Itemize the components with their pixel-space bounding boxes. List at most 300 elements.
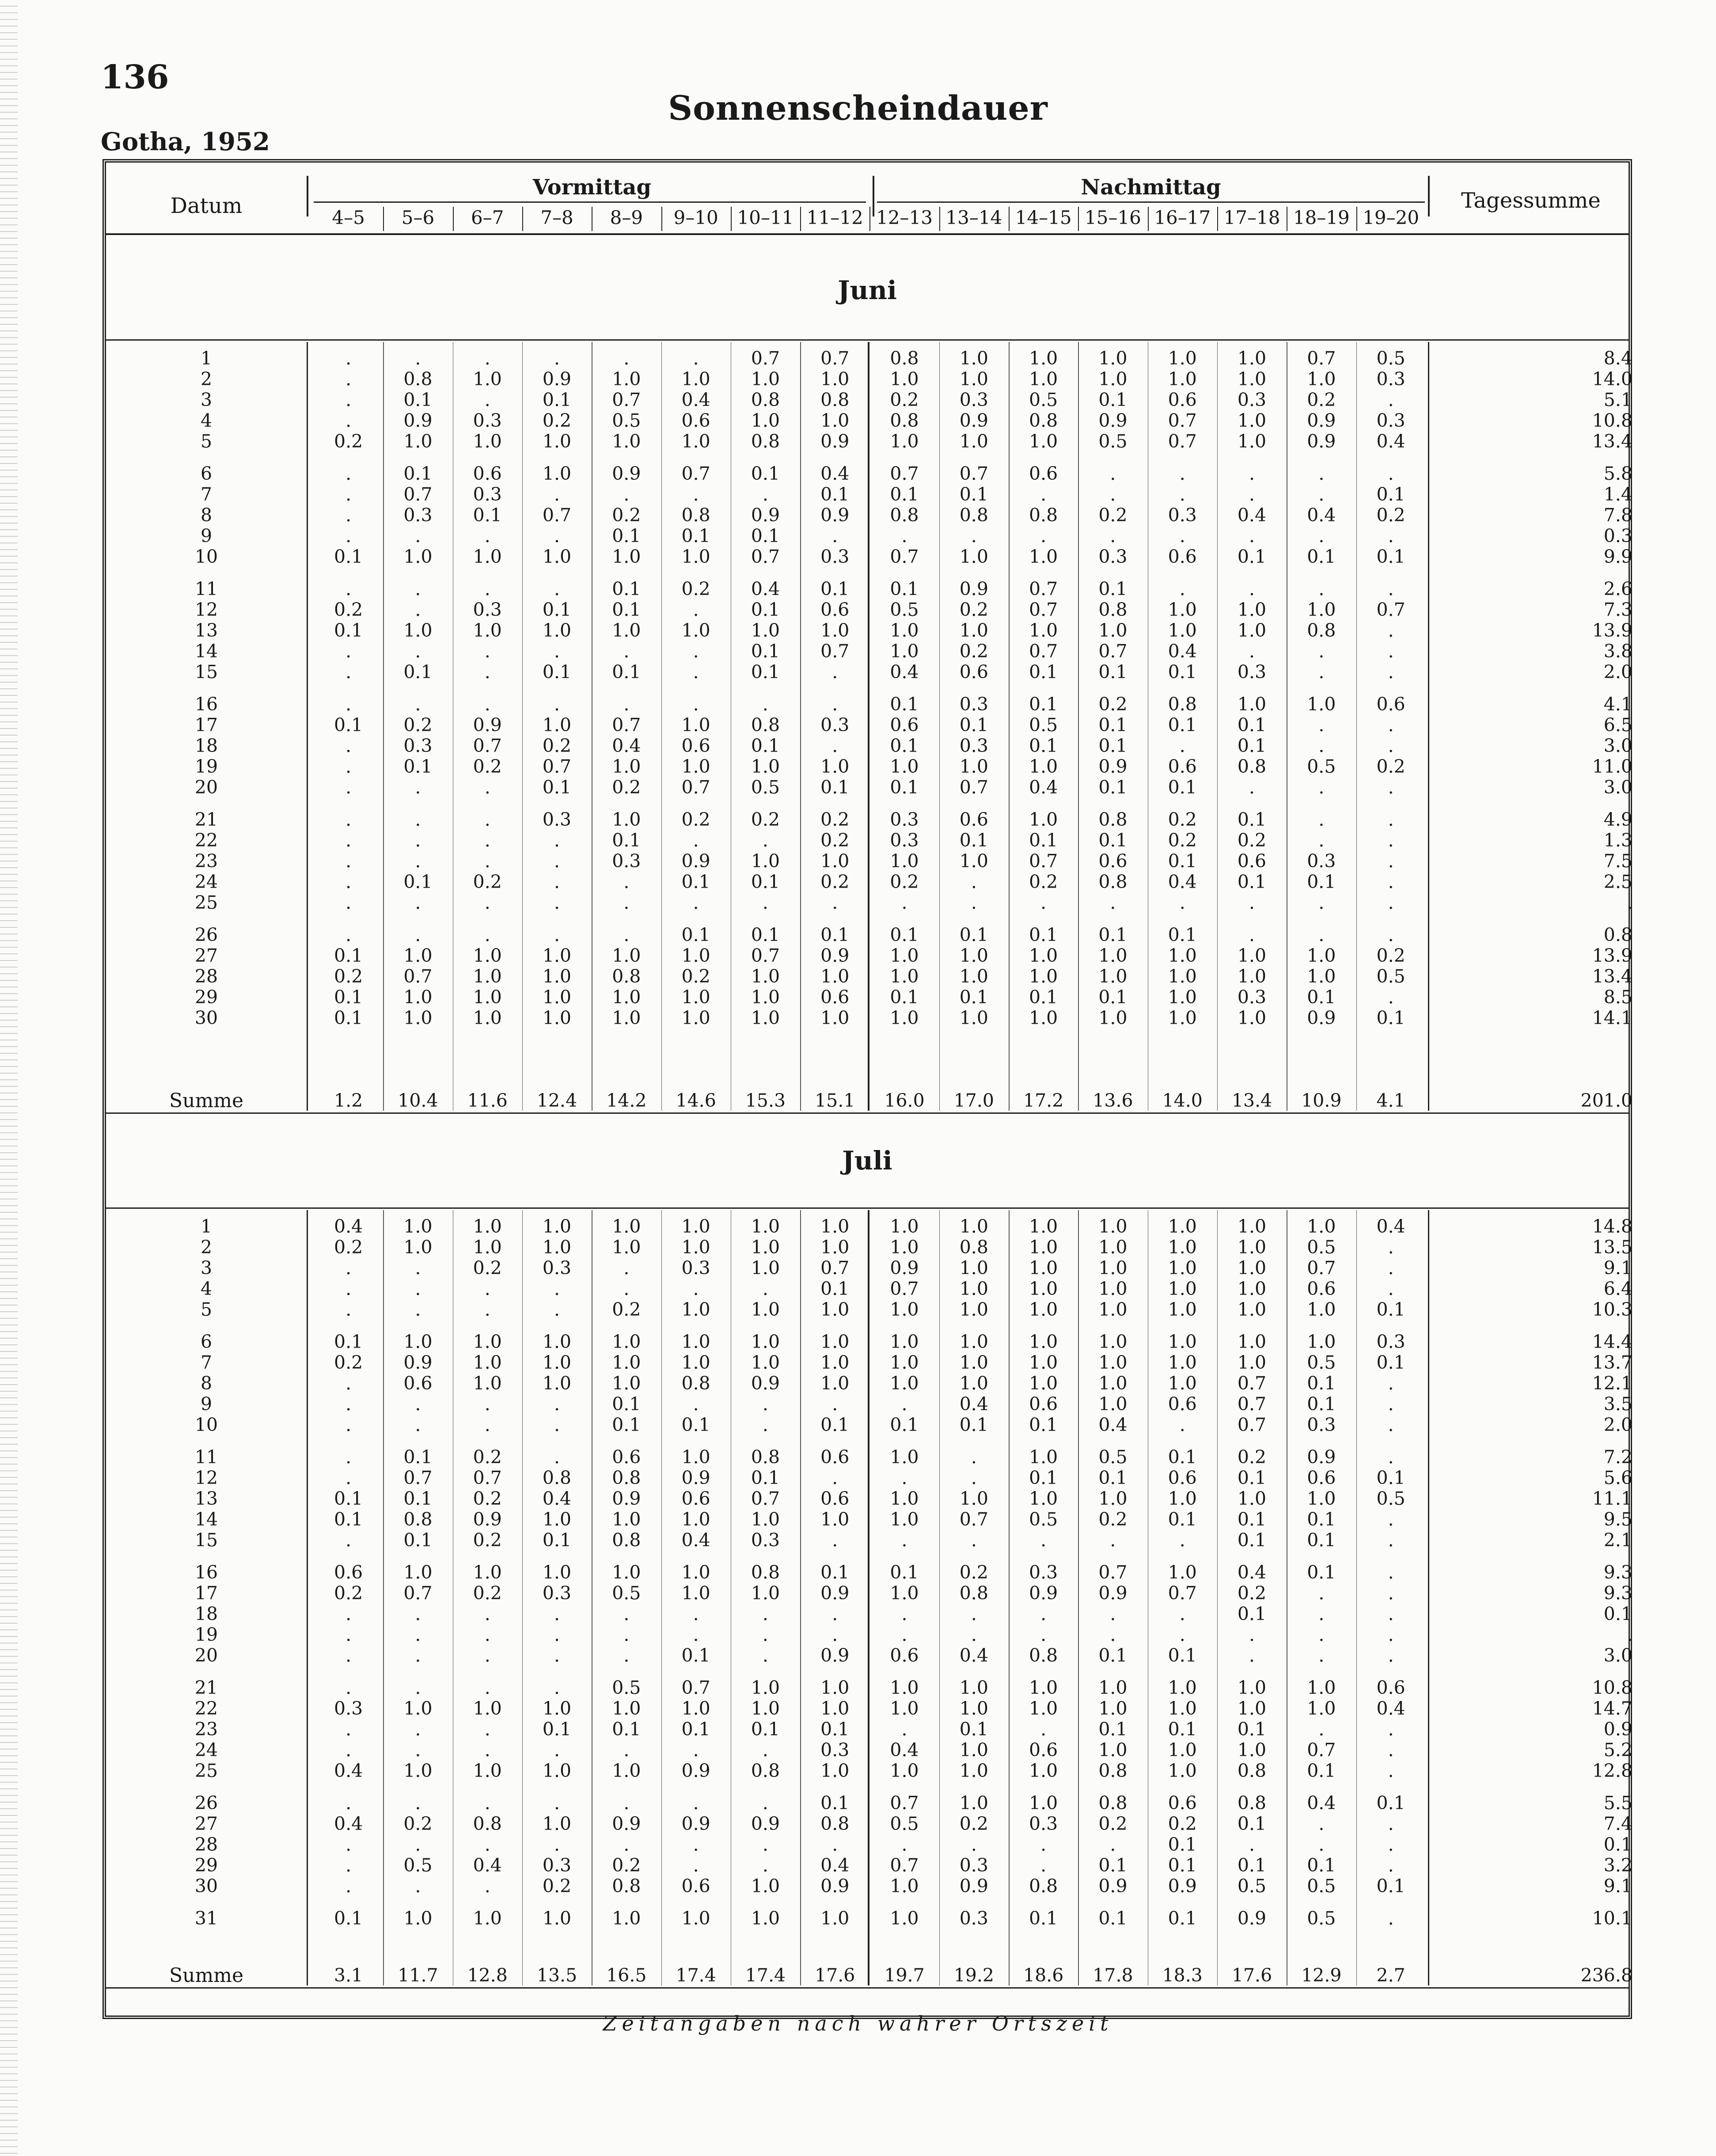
table-row bbox=[106, 1834, 1632, 1855]
table-row bbox=[106, 756, 1632, 777]
hour-value-cell: 1.0 bbox=[681, 756, 710, 777]
hour-value-cell: 1.0 bbox=[681, 714, 710, 736]
hour-value-cell: 1.0 bbox=[612, 368, 641, 390]
hour-value-cell: 0.1 bbox=[1376, 1792, 1405, 1814]
hour-value-cell: . bbox=[1179, 1530, 1185, 1551]
hour-value-cell: . bbox=[1318, 1813, 1325, 1834]
hour-value-cell: . bbox=[623, 871, 630, 892]
table-row bbox=[106, 1583, 1632, 1604]
hour-value-cell: 1.0 bbox=[1168, 1299, 1197, 1320]
hour-value-cell: 0.3 bbox=[1237, 389, 1267, 410]
day-total-cell: 2.0 bbox=[1603, 661, 1632, 683]
table-row bbox=[106, 1792, 1632, 1814]
hour-value-cell: 1.0 bbox=[1098, 1007, 1128, 1029]
hour-value-cell: 4.1 bbox=[1376, 1090, 1405, 1111]
hour-value-cell: . bbox=[345, 1467, 352, 1488]
hour-value-cell: . bbox=[554, 871, 560, 892]
hour-value-cell: 0.1 bbox=[1237, 1509, 1267, 1530]
hour-value-cell: . bbox=[345, 1834, 352, 1855]
hour-value-cell: . bbox=[762, 1278, 768, 1299]
hour-value-cell: 0.5 bbox=[1376, 966, 1405, 987]
hour-value-cell: 1.0 bbox=[542, 1007, 572, 1029]
hour-value-cell: 0.3 bbox=[890, 830, 919, 851]
hour-value-cell: 0.1 bbox=[1029, 694, 1058, 715]
table-row bbox=[106, 1677, 1632, 1698]
hour-value-cell: 1.0 bbox=[751, 1698, 780, 1719]
hour-value-cell: 0.2 bbox=[473, 756, 502, 777]
hour-value-cell: . bbox=[693, 1792, 699, 1814]
hour-value-cell: 0.1 bbox=[1098, 777, 1128, 798]
hour-value-cell: . bbox=[832, 735, 838, 756]
hour-value-cell: 1.0 bbox=[473, 620, 502, 641]
table-row bbox=[106, 850, 1632, 872]
hour-value-cell: . bbox=[1388, 661, 1394, 683]
hour-value-cell: . bbox=[1249, 777, 1255, 798]
hour-value-cell: 0.2 bbox=[473, 1488, 502, 1509]
hour-value-cell: 1.0 bbox=[1168, 1331, 1197, 1352]
hour-value-cell: 0.8 bbox=[542, 1467, 572, 1488]
hour-value-cell: . bbox=[1249, 641, 1255, 662]
date-cell: 30 bbox=[194, 1007, 218, 1029]
hour-value-cell: 0.3 bbox=[890, 809, 919, 830]
hour-value-cell: 1.0 bbox=[1237, 1237, 1267, 1258]
hour-value-cell: 1.0 bbox=[1029, 1677, 1058, 1698]
hour-value-cell: 0.1 bbox=[751, 661, 780, 683]
hour-value-cell: 1.0 bbox=[1168, 1760, 1197, 1781]
hour-value-cell: . bbox=[554, 1834, 560, 1855]
hour-value-cell: . bbox=[832, 892, 838, 913]
table-row bbox=[106, 1467, 1632, 1488]
hour-value-cell: 1.0 bbox=[542, 1216, 572, 1237]
hour-value-cell: . bbox=[554, 830, 560, 851]
hour-value-cell: . bbox=[832, 1603, 838, 1625]
hour-value-cell: 0.3 bbox=[681, 1257, 710, 1279]
hour-value-cell: 0.7 bbox=[1237, 1393, 1267, 1415]
hour-value-cell: 1.0 bbox=[820, 1760, 850, 1781]
hour-value-cell: 0.6 bbox=[681, 735, 710, 756]
date-cell: 11 bbox=[194, 578, 218, 600]
hour-value-cell: 1.0 bbox=[681, 620, 710, 641]
hour-value-cell: 0.9 bbox=[1307, 1007, 1336, 1029]
hour-value-cell: 0.5 bbox=[1376, 348, 1405, 369]
hour-value-cell: 0.7 bbox=[1029, 599, 1058, 620]
hour-value-cell: 1.0 bbox=[681, 987, 710, 1008]
hour-value-cell: . bbox=[762, 1834, 768, 1855]
hour-value-cell: . bbox=[832, 661, 838, 683]
hour-value-cell: 1.0 bbox=[681, 1509, 710, 1530]
hour-value-cell: 1.0 bbox=[612, 431, 641, 452]
table-row bbox=[106, 505, 1632, 526]
hour-value-cell: 1.0 bbox=[1168, 1257, 1197, 1279]
day-total-cell: 7.8 bbox=[1603, 505, 1632, 526]
hour-value-cell: 1.0 bbox=[1098, 1352, 1128, 1373]
hour-value-cell: 0.3 bbox=[751, 1530, 780, 1551]
date-cell: 12 bbox=[194, 1467, 218, 1488]
hour-value-cell: 0.8 bbox=[1237, 1760, 1267, 1781]
hour-value-cell: 0.8 bbox=[820, 1813, 850, 1834]
date-cell: 28 bbox=[194, 966, 218, 987]
hour-value-cell: . bbox=[623, 924, 630, 945]
date-cell: 2 bbox=[200, 1237, 213, 1258]
hour-value-cell: 0.2 bbox=[542, 735, 572, 756]
hour-value-cell: 0.8 bbox=[681, 505, 710, 526]
hour-header: 9–10 bbox=[673, 207, 718, 228]
table-row bbox=[106, 1331, 1632, 1352]
hour-value-cell: . bbox=[1249, 924, 1255, 945]
hour-value-cell: 0.2 bbox=[681, 578, 710, 600]
hour-value-cell: 0.9 bbox=[1098, 1875, 1128, 1897]
hour-value-cell: 1.0 bbox=[403, 987, 433, 1008]
hour-value-cell: . bbox=[415, 1875, 421, 1897]
hour-value-cell: 0.9 bbox=[820, 431, 850, 452]
hour-value-cell: 0.1 bbox=[1029, 924, 1058, 945]
hour-value-cell: 17.4 bbox=[676, 1965, 716, 1986]
hour-value-cell: . bbox=[415, 641, 421, 662]
table-row bbox=[106, 1509, 1632, 1530]
hour-value-cell: . bbox=[484, 777, 490, 798]
hour-value-cell: 17.6 bbox=[1231, 1965, 1272, 1986]
hour-value-cell: . bbox=[345, 484, 352, 505]
hour-value-cell: 0.8 bbox=[959, 505, 988, 526]
hour-value-cell: 0.3 bbox=[1168, 505, 1197, 526]
hour-value-cell: 1.0 bbox=[612, 945, 641, 966]
hour-value-cell: . bbox=[1318, 777, 1325, 798]
table-row bbox=[106, 1237, 1632, 1258]
hour-value-cell: 0.1 bbox=[403, 389, 433, 410]
hour-value-cell: 0.7 bbox=[959, 1509, 988, 1530]
hour-value-cell: 0.1 bbox=[1237, 1855, 1267, 1876]
hour-value-cell: 0.9 bbox=[820, 1875, 850, 1897]
hour-value-cell: 1.0 bbox=[473, 368, 502, 390]
date-cell: 19 bbox=[194, 1624, 218, 1645]
hour-value-cell: 1.0 bbox=[542, 1908, 572, 1929]
hour-value-cell: . bbox=[901, 1603, 907, 1625]
table-row bbox=[106, 1393, 1632, 1415]
table-row bbox=[106, 463, 1632, 484]
hour-value-cell: 0.3 bbox=[959, 1908, 988, 1929]
hour-value-cell: 0.1 bbox=[1376, 1467, 1405, 1488]
hour-value-cell: . bbox=[762, 1624, 768, 1645]
hour-value-cell: 0.6 bbox=[612, 1446, 641, 1468]
hour-value-cell: 12.4 bbox=[536, 1090, 577, 1111]
hour-value-cell: . bbox=[345, 756, 352, 777]
hour-value-cell: 1.0 bbox=[1029, 1007, 1058, 1029]
hour-value-cell: 1.0 bbox=[681, 1216, 710, 1237]
hour-value-cell: 1.0 bbox=[890, 966, 919, 987]
hour-value-cell: 0.4 bbox=[890, 1739, 919, 1761]
hour-value-cell: 0.1 bbox=[1237, 871, 1267, 892]
hour-value-cell: . bbox=[1318, 525, 1325, 547]
hour-value-cell: 0.9 bbox=[1098, 1583, 1128, 1604]
hour-value-cell: . bbox=[1318, 578, 1325, 600]
date-cell: 15 bbox=[194, 1530, 218, 1551]
hour-value-cell: 0.3 bbox=[959, 735, 988, 756]
month-bottom-rule bbox=[106, 1112, 1629, 1114]
sum-row bbox=[106, 1089, 1632, 1112]
hour-value-cell: 1.0 bbox=[681, 1352, 710, 1373]
table-row bbox=[106, 546, 1632, 567]
hour-value-cell: 0.1 bbox=[612, 525, 641, 547]
hour-value-cell: . bbox=[1388, 1739, 1394, 1761]
hour-value-cell: 3.1 bbox=[334, 1965, 363, 1986]
hour-value-cell: 1.0 bbox=[681, 368, 710, 390]
date-cell: 22 bbox=[194, 1698, 218, 1719]
hour-value-cell: . bbox=[693, 830, 699, 851]
hour-value-cell: . bbox=[762, 892, 768, 913]
day-total-cell: 12.8 bbox=[1592, 1760, 1632, 1781]
hour-value-cell: 1.0 bbox=[890, 1583, 919, 1604]
hour-value-cell: 0.4 bbox=[681, 1530, 710, 1551]
hour-value-cell: 0.1 bbox=[890, 484, 919, 505]
hour-value-cell: 1.0 bbox=[1029, 546, 1058, 567]
hour-value-cell: . bbox=[345, 1719, 352, 1740]
hour-value-cell: 0.7 bbox=[542, 756, 572, 777]
hour-value-cell: 0.1 bbox=[403, 871, 433, 892]
hour-value-cell: 0.5 bbox=[1307, 1237, 1336, 1258]
hour-value-cell: . bbox=[971, 1530, 977, 1551]
date-cell: 16 bbox=[194, 694, 218, 715]
hour-header: 19–20 bbox=[1363, 207, 1420, 228]
table-row bbox=[106, 1739, 1632, 1761]
hour-value-cell: 0.6 bbox=[820, 1446, 850, 1468]
hour-value-cell: . bbox=[693, 641, 699, 662]
hour-value-cell: . bbox=[971, 1446, 977, 1468]
hour-value-cell: 0.2 bbox=[890, 389, 919, 410]
hour-value-cell: . bbox=[762, 1645, 768, 1666]
hour-value-cell: 0.9 bbox=[820, 1645, 850, 1666]
hour-value-cell: . bbox=[345, 1530, 352, 1551]
hour-value-cell: 1.0 bbox=[1098, 1237, 1128, 1258]
hour-value-cell: 1.0 bbox=[1237, 1488, 1267, 1509]
hour-value-cell: 0.2 bbox=[751, 809, 780, 830]
date-cell: 27 bbox=[194, 1813, 218, 1834]
date-cell: 28 bbox=[194, 1834, 218, 1855]
hour-value-cell: 0.1 bbox=[1098, 924, 1128, 945]
hour-value-cell: 0.8 bbox=[1098, 871, 1128, 892]
datum-header: Datum bbox=[170, 194, 243, 218]
hour-header-divider bbox=[522, 207, 523, 231]
hour-value-cell: . bbox=[345, 1677, 352, 1698]
hour-value-cell: 1.0 bbox=[1307, 1299, 1336, 1320]
day-total-cell: 2.5 bbox=[1603, 871, 1632, 892]
date-cell: 10 bbox=[194, 546, 218, 567]
hour-value-cell: 1.0 bbox=[751, 1299, 780, 1320]
hour-value-cell: 0.3 bbox=[1029, 1562, 1058, 1583]
hour-value-cell: 12.9 bbox=[1301, 1965, 1342, 1986]
hour-value-cell: 0.7 bbox=[403, 484, 433, 505]
hour-value-cell: 1.0 bbox=[959, 1352, 988, 1373]
hour-value-cell: 12.8 bbox=[467, 1965, 508, 1986]
hour-value-cell: . bbox=[1388, 777, 1394, 798]
hour-value-cell: 1.0 bbox=[959, 546, 988, 567]
date-cell: 5 bbox=[200, 1299, 213, 1320]
hour-value-cell: . bbox=[901, 892, 907, 913]
hour-value-cell: 1.0 bbox=[820, 1007, 850, 1029]
hour-value-cell: 1.0 bbox=[1029, 809, 1058, 830]
hour-value-cell: 1.0 bbox=[681, 1583, 710, 1604]
sunshine-table bbox=[103, 159, 1632, 2019]
hour-value-cell: 13.6 bbox=[1093, 1090, 1133, 1111]
hour-value-cell: 1.0 bbox=[751, 1257, 780, 1279]
day-total-cell: 7.3 bbox=[1603, 599, 1632, 620]
day-total-cell: 7.2 bbox=[1603, 1446, 1632, 1468]
hour-value-cell: 1.0 bbox=[403, 1331, 433, 1352]
hour-value-cell: 0.1 bbox=[1098, 661, 1128, 683]
hour-value-cell: 0.8 bbox=[1029, 1645, 1058, 1666]
hour-value-cell: . bbox=[1388, 714, 1394, 736]
day-total-cell: 9.1 bbox=[1603, 1257, 1632, 1279]
hour-value-cell: 1.0 bbox=[1029, 368, 1058, 390]
day-total-cell: 13.7 bbox=[1592, 1352, 1632, 1373]
hour-value-cell: . bbox=[1040, 1603, 1047, 1625]
day-total-cell: 9.3 bbox=[1603, 1583, 1632, 1604]
day-total-cell: 3.0 bbox=[1603, 735, 1632, 756]
hour-value-cell: 0.7 bbox=[751, 546, 780, 567]
hour-value-cell: 1.0 bbox=[542, 1698, 572, 1719]
date-cell: 20 bbox=[194, 1645, 218, 1666]
hour-value-cell: 1.0 bbox=[473, 1007, 502, 1029]
hour-value-cell: 0.7 bbox=[751, 348, 780, 369]
date-cell: 7 bbox=[200, 484, 213, 505]
hour-value-cell: 1.0 bbox=[542, 431, 572, 452]
hour-value-cell: 10.4 bbox=[398, 1090, 438, 1111]
day-total-cell: 2.6 bbox=[1603, 578, 1632, 600]
hour-value-cell: 0.7 bbox=[751, 945, 780, 966]
hour-value-cell: 0.9 bbox=[681, 850, 710, 872]
hour-value-cell: 1.0 bbox=[612, 1562, 641, 1583]
hour-value-cell: . bbox=[345, 410, 352, 431]
hour-value-cell: 0.1 bbox=[959, 484, 988, 505]
hour-value-cell: . bbox=[1388, 987, 1394, 1008]
hour-value-cell: 0.7 bbox=[1029, 578, 1058, 600]
hour-value-cell: 0.1 bbox=[959, 987, 988, 1008]
hour-value-cell: 0.7 bbox=[1307, 1739, 1336, 1761]
hour-value-cell: 0.1 bbox=[334, 1331, 363, 1352]
hour-value-cell: 0.9 bbox=[1307, 1446, 1336, 1468]
hour-value-cell: 0.1 bbox=[1307, 1855, 1336, 1876]
hour-value-cell: . bbox=[623, 694, 630, 715]
table-row bbox=[106, 348, 1632, 369]
date-cell: 22 bbox=[194, 830, 218, 851]
hour-value-cell: 0.1 bbox=[334, 945, 363, 966]
hour-value-cell: . bbox=[345, 1414, 352, 1435]
month-title: Juni bbox=[838, 275, 897, 305]
hour-value-cell: 0.2 bbox=[1098, 694, 1128, 715]
hour-value-cell: 0.1 bbox=[334, 620, 363, 641]
hour-value-cell: 1.0 bbox=[1098, 1299, 1128, 1320]
date-cell: 29 bbox=[194, 1855, 218, 1876]
hour-value-cell: 1.0 bbox=[1029, 620, 1058, 641]
date-cell: 25 bbox=[194, 892, 218, 913]
page-title: Sonnenscheindauer bbox=[668, 88, 1048, 128]
hour-value-cell: 1.0 bbox=[681, 1007, 710, 1029]
hour-value-cell: 0.8 bbox=[681, 1373, 710, 1394]
hour-value-cell: 0.4 bbox=[1376, 1698, 1405, 1719]
hour-value-cell: 0.7 bbox=[1029, 850, 1058, 872]
hour-value-cell: 0.1 bbox=[1098, 578, 1128, 600]
hour-value-cell: . bbox=[415, 1719, 421, 1740]
hour-value-cell: 1.0 bbox=[473, 1908, 502, 1929]
hour-value-cell: 0.5 bbox=[612, 1583, 641, 1604]
hour-value-cell: 0.9 bbox=[1098, 410, 1128, 431]
hour-value-cell: . bbox=[1388, 924, 1394, 945]
hour-value-cell: 0.1 bbox=[1307, 871, 1336, 892]
date-cell: 17 bbox=[194, 714, 218, 736]
hour-value-cell: 1.0 bbox=[403, 1237, 433, 1258]
hour-header: 10–11 bbox=[737, 207, 794, 228]
hour-value-cell: 1.0 bbox=[1168, 1278, 1197, 1299]
hour-value-cell: . bbox=[832, 1467, 838, 1488]
hour-value-cell: . bbox=[1179, 1603, 1185, 1625]
hour-value-cell: 1.0 bbox=[820, 966, 850, 987]
hour-value-cell: 1.0 bbox=[1237, 410, 1267, 431]
hour-value-cell: 0.7 bbox=[542, 505, 572, 526]
hour-value-cell: 11.6 bbox=[467, 1090, 508, 1111]
date-cell: 31 bbox=[194, 1908, 218, 1929]
hour-value-cell: 1.0 bbox=[1029, 1760, 1058, 1781]
hour-value-cell: 0.6 bbox=[820, 599, 850, 620]
hour-value-cell: . bbox=[345, 694, 352, 715]
hour-value-cell: 1.0 bbox=[820, 1237, 850, 1258]
hour-value-cell: 1.0 bbox=[820, 1509, 850, 1530]
hour-value-cell: 0.1 bbox=[1237, 1530, 1267, 1551]
day-total-cell: 9.5 bbox=[1603, 1509, 1632, 1530]
hour-value-cell: . bbox=[901, 1624, 907, 1645]
day-total-cell: 3.5 bbox=[1603, 1393, 1632, 1415]
hour-value-cell: . bbox=[762, 1855, 768, 1876]
table-row bbox=[106, 1908, 1632, 1929]
hour-value-cell: . bbox=[832, 694, 838, 715]
hour-value-cell: 0.9 bbox=[751, 505, 780, 526]
hour-value-cell: 1.0 bbox=[1237, 1352, 1267, 1373]
hour-value-cell: 0.4 bbox=[1168, 641, 1197, 662]
hour-value-cell: 1.0 bbox=[612, 987, 641, 1008]
table-row bbox=[106, 694, 1632, 715]
hour-value-cell: 1.0 bbox=[959, 1488, 988, 1509]
hour-value-cell: 0.7 bbox=[1168, 410, 1197, 431]
hour-value-cell: 1.0 bbox=[542, 1237, 572, 1258]
hour-value-cell: 1.0 bbox=[1029, 1299, 1058, 1320]
hour-value-cell: . bbox=[623, 641, 630, 662]
hour-value-cell: . bbox=[1318, 661, 1325, 683]
hour-value-cell: 1.0 bbox=[1237, 1331, 1267, 1352]
hour-value-cell: . bbox=[693, 1278, 699, 1299]
hour-value-cell: 0.9 bbox=[751, 1813, 780, 1834]
hour-value-cell: 1.0 bbox=[403, 945, 433, 966]
hour-value-cell: 10.9 bbox=[1301, 1090, 1342, 1111]
hour-value-cell: 0.1 bbox=[1307, 1562, 1336, 1583]
hour-value-cell: 1.0 bbox=[473, 1352, 502, 1373]
hour-value-cell: 1.0 bbox=[542, 1760, 572, 1781]
date-cell: 23 bbox=[194, 850, 218, 872]
hour-value-cell: 1.0 bbox=[1168, 368, 1197, 390]
table-row bbox=[106, 1257, 1632, 1279]
hour-value-cell: . bbox=[484, 1645, 490, 1666]
hour-value-cell: 1.0 bbox=[542, 620, 572, 641]
hour-value-cell: 1.0 bbox=[751, 850, 780, 872]
hour-value-cell: 0.9 bbox=[820, 945, 850, 966]
hour-value-cell: . bbox=[415, 809, 421, 830]
hour-value-cell: 0.3 bbox=[473, 410, 502, 431]
hour-value-cell: . bbox=[415, 1739, 421, 1761]
hour-value-cell: . bbox=[345, 1792, 352, 1814]
hour-value-cell: 0.2 bbox=[890, 871, 919, 892]
hour-value-cell: . bbox=[1388, 389, 1394, 410]
hour-value-cell: 1.0 bbox=[542, 714, 572, 736]
hour-value-cell: . bbox=[484, 348, 490, 369]
hour-value-cell: 0.2 bbox=[820, 871, 850, 892]
hour-value-cell: 1.0 bbox=[820, 1698, 850, 1719]
